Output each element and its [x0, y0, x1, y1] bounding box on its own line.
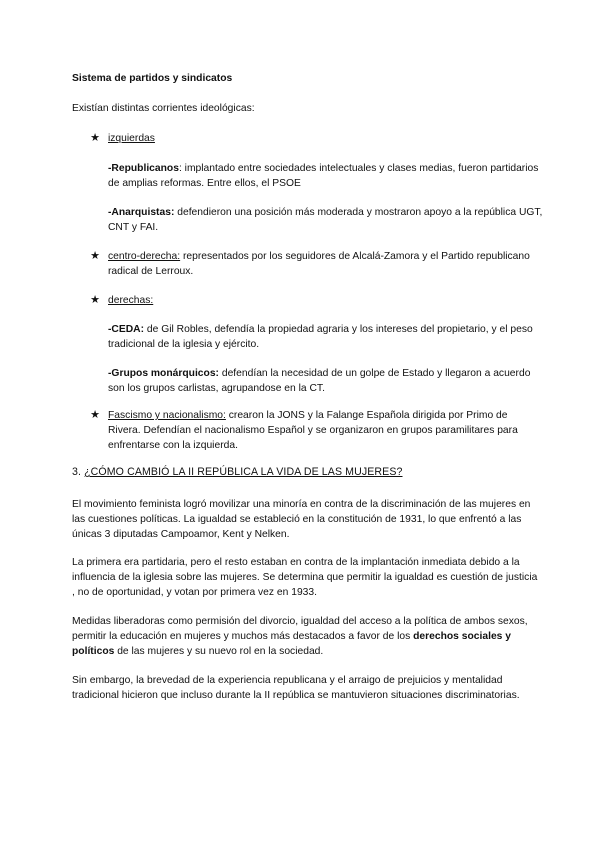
ceda-label: -CEDA:: [108, 324, 145, 335]
ceda-text: de Gil Robles, defendía la propiedad agraria y los intereses del propietario, y el peso tradicional de la iglesia y ejército.: [108, 324, 533, 350]
monarquicos-text: defendían la necesidad de un golpe de Estado y llegaron a acuerdo son los grupos carlistas, agrupandose en la CT.: [108, 368, 531, 394]
section-3-number: 3.: [72, 466, 85, 478]
republicanos-label: -Republicanos: [108, 163, 179, 174]
paragraph-3-bold: derechos sociales y políticos: [72, 631, 511, 657]
republicanos-paragraph: [108, 161, 548, 191]
fascismo-text: crearon la JONS y la Falange Española dirigida por Primo de Rivera. Defendían el nacionalismo Español y se organizaron en grupos paramilitares para enfrentarse con la izquierda.: [108, 410, 518, 451]
star-bullet-icon: ★: [90, 294, 100, 306]
section-3-title: ¿CÓMO CAMBIÓ LA II REPÚBLICA LA VIDA DE LAS MUJERES?: [84, 466, 403, 478]
section-3-paragraph-4: Sin embargo, la brevedad de la experiencia republicana y el arraigo de prejuicios y mentalidad tradicional hicieron que incluso durante la II república se mantuvieron situaciones discriminatorias.: [72, 675, 520, 701]
heading-centro-derecha: centro-derecha:: [108, 251, 181, 262]
heading-derechas: derechas:: [108, 295, 154, 306]
centro-derecha-text: representados por los seguidores de Alcalá-Zamora y el Partido republicano radical de Lerroux.: [108, 251, 530, 277]
anarquistas-paragraph: [108, 205, 548, 235]
anarquistas-label: -Anarquistas:: [108, 207, 175, 218]
paragraph-3-end: de las mujeres y su nuevo rol en la sociedad.: [114, 646, 324, 657]
section-3-paragraph-3: [72, 614, 542, 659]
republicanos-text: : implantado entre sociedades intelectuales y clases medias, fueron partidarios de amplias reformas. Entre ellos, el PSOE: [108, 163, 539, 189]
intro-text: Existían distintas corrientes ideológicas:: [72, 103, 255, 114]
star-bullet-icon: ★: [90, 250, 100, 262]
heading-izquierdas: izquierdas: [108, 133, 155, 144]
anarquistas-text: defendieron una posición más moderada y mostraron apoyo a la república UGT, CNT y FAI.: [108, 207, 543, 233]
monarquicos-paragraph: [108, 366, 548, 396]
section-3-paragraph-2: La primera era partidaria, pero el resto estaban en contra de la implantación inmediata debido a la influencia de la iglesia sobre las mujeres. Se determina que permitir la igualdad es cuestión de justicia , no de oportunidad, y votan por primera vez en 1933.: [72, 557, 538, 598]
star-bullet-icon: ★: [90, 132, 100, 144]
section-3-paragraph-1: El movimiento feminista logró movilizar una minoría en contra de la discriminación de las mujeres en las cuestiones políticas. La igualdad se estableció en la constitución de 1931, lo que enfrentó a las únicas 3 diputadas Campoamor, Kent y Nelken.: [72, 499, 531, 540]
centro-derecha-paragraph: [108, 249, 548, 279]
ceda-paragraph: [108, 322, 548, 352]
section-3-heading: [72, 465, 403, 480]
fascismo-paragraph: [108, 408, 538, 453]
monarquicos-label: -Grupos monárquicos:: [108, 368, 219, 379]
star-bullet-icon: ★: [90, 409, 100, 421]
document-title: Sistema de partidos y sindicatos: [72, 73, 233, 84]
paragraph-3-start: Medidas liberadoras como permisión del divorcio, igualdad del acceso a la política de ambos sexos, permitir la educación en mujeres y muchos más destacados a favor de los: [72, 616, 528, 642]
heading-fascismo: Fascismo y nacionalismo:: [108, 410, 226, 421]
